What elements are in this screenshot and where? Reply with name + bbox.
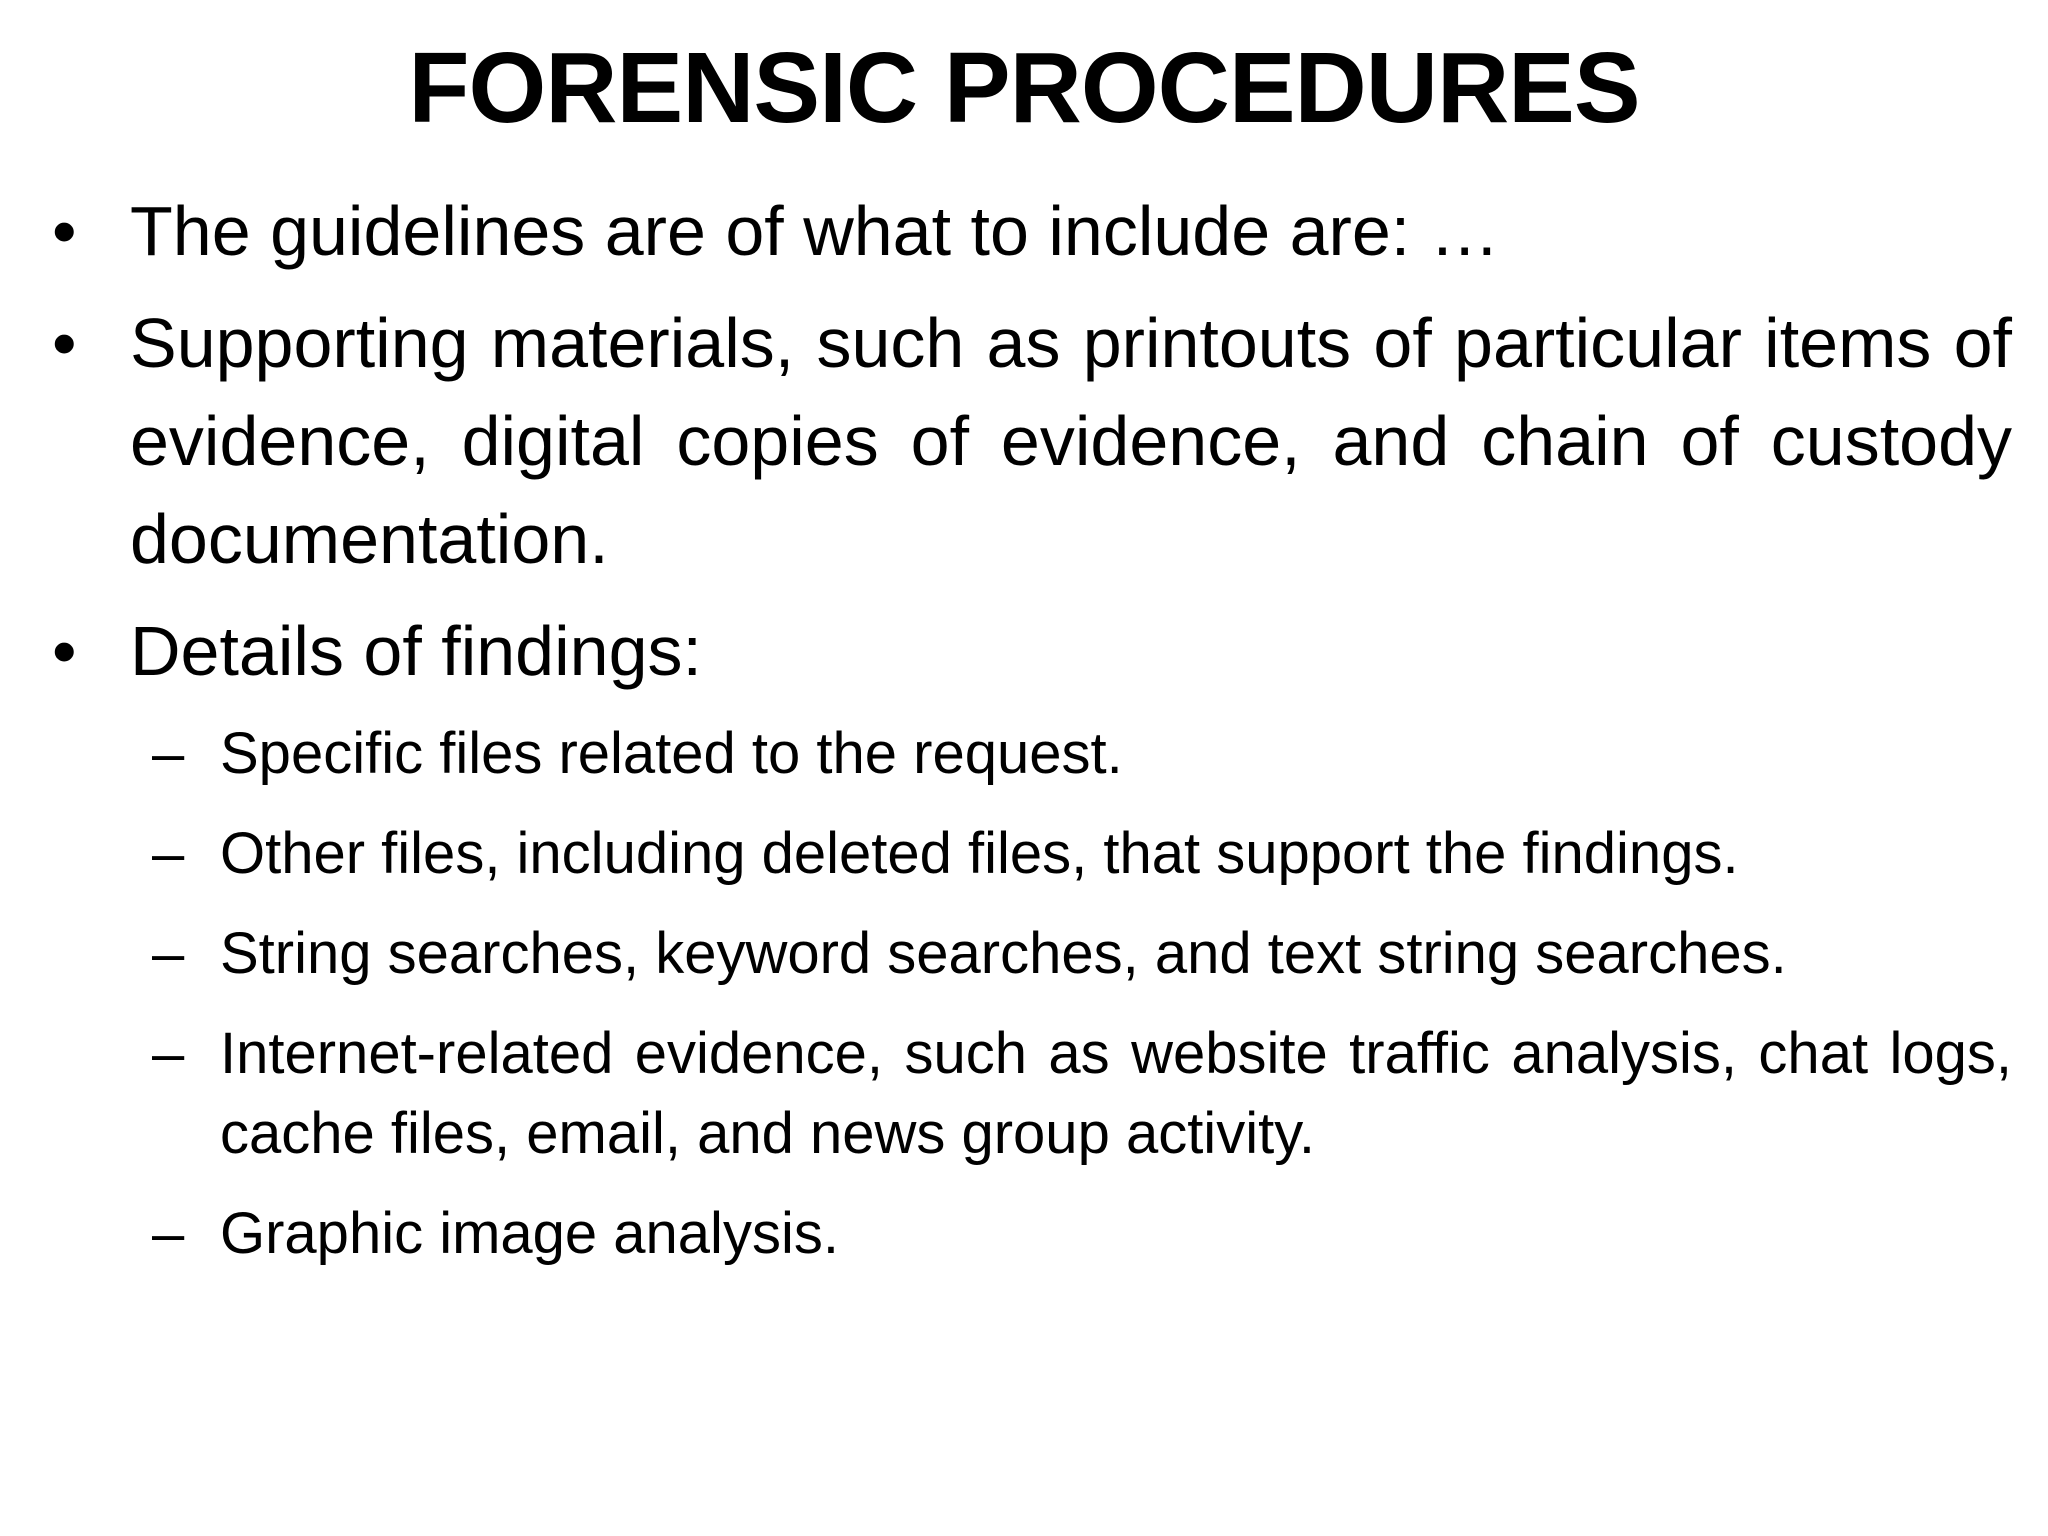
sub-bullet-item xyxy=(152,1014,2012,1174)
dash-marker: – xyxy=(152,721,185,786)
bullet-item xyxy=(52,182,2012,280)
bullet-item xyxy=(52,294,2012,588)
slide-body xyxy=(52,182,2012,1294)
dash-marker: – xyxy=(152,821,185,886)
sub-bullet-text: Graphic image analysis. xyxy=(220,1201,839,1266)
dash-marker: – xyxy=(152,1201,185,1266)
bullet-marker: • xyxy=(52,192,77,270)
bullet-text: Details of findings: xyxy=(130,612,702,690)
bullet-marker: • xyxy=(52,612,77,690)
bullet-marker: • xyxy=(52,304,77,382)
findings-sub-list xyxy=(152,714,2012,1274)
sub-bullet-text: Specific files related to the request. xyxy=(220,721,1123,786)
sub-bullet-text: String searches, keyword searches, and text string searches. xyxy=(220,921,1787,986)
bullet-item xyxy=(52,602,2012,700)
sub-bullet-item xyxy=(152,1194,2012,1274)
bullet-text: Supporting materials, such as printouts of particular items of evidence, digital copies of evidence, and chain of custody documentation. xyxy=(130,304,2012,578)
dash-marker: – xyxy=(152,921,185,986)
sub-bullet-text: Internet-related evidence, such as website traffic analysis, chat logs, cache files, email, and news group activity. xyxy=(220,1021,2012,1166)
sub-bullet-item xyxy=(152,914,2012,994)
bullet-text: The guidelines are of what to include are: … xyxy=(130,192,1500,270)
slide-title: FORENSIC PROCEDURES xyxy=(408,32,1640,144)
sub-bullet-item xyxy=(152,714,2012,794)
sub-bullet-item xyxy=(152,814,2012,894)
dash-marker: – xyxy=(152,1021,185,1086)
sub-bullet-text: Other files, including deleted files, that support the findings. xyxy=(220,821,1739,886)
